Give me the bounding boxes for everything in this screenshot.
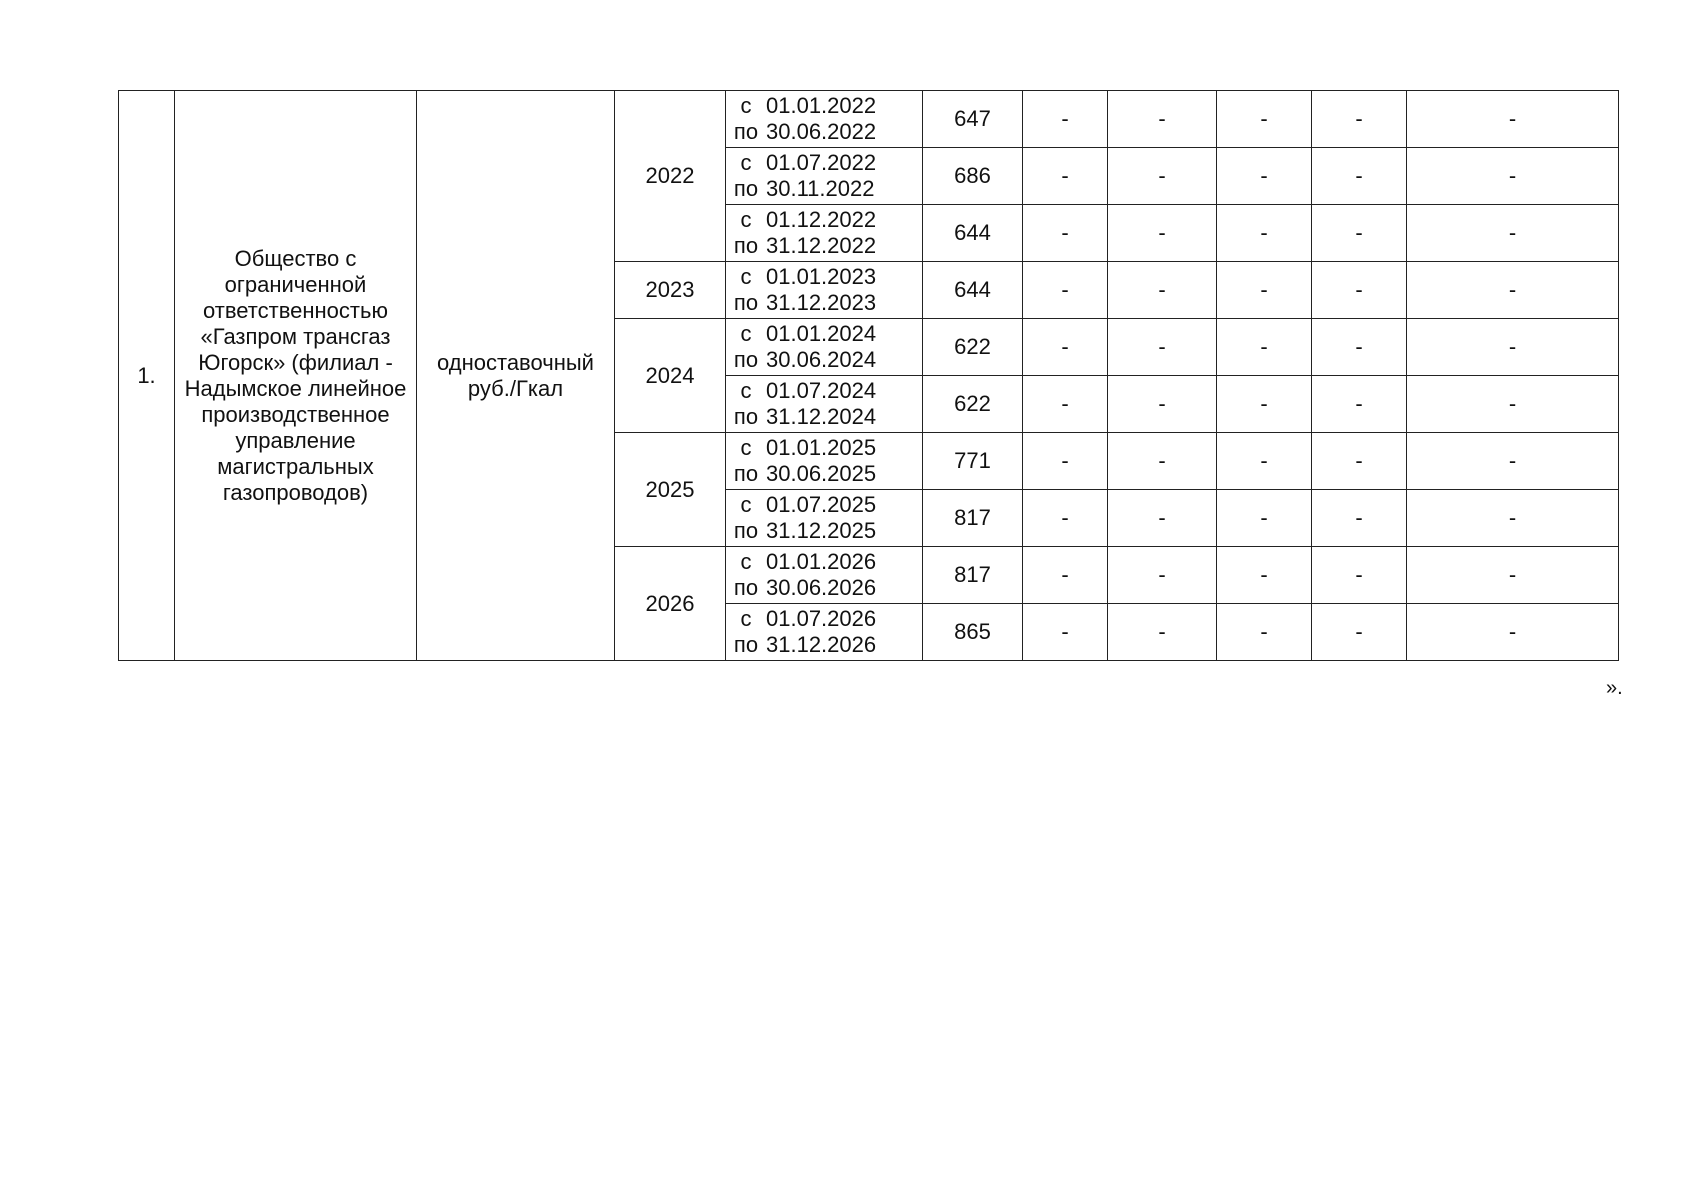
tariff-table-body (119, 91, 1619, 661)
dash-cell: - (1312, 376, 1407, 433)
dash-cell: - (1108, 205, 1217, 262)
dash-cell: - (1312, 262, 1407, 319)
period-from-prefix: с (740, 93, 752, 118)
tariff-value-cell: 771 (923, 433, 1023, 490)
dash-cell: - (1108, 262, 1217, 319)
dash-cell: - (1108, 148, 1217, 205)
dash-cell: - (1312, 433, 1407, 490)
period-to-prefix: по (733, 233, 759, 258)
period-cell (726, 604, 923, 661)
period-from-prefix: с (740, 264, 752, 289)
year-cell: 2026 (615, 547, 726, 661)
tariff-value-cell: 644 (923, 262, 1023, 319)
period-from-date: 01.01.2025 (766, 435, 877, 460)
period-to-date: 31.12.2022 (766, 233, 877, 258)
dash-cell: - (1023, 319, 1108, 376)
period-from-date: 01.01.2026 (766, 549, 877, 574)
tariff-value-cell: 647 (923, 91, 1023, 148)
period-to-prefix: по (733, 347, 759, 372)
dash-cell: - (1108, 433, 1217, 490)
period-to-prefix: по (733, 404, 759, 429)
period-cell (726, 205, 923, 262)
dash-cell: - (1108, 547, 1217, 604)
period-cell (726, 319, 923, 376)
dash-cell: - (1407, 262, 1619, 319)
tariff-value-cell: 865 (923, 604, 1023, 661)
dash-cell: - (1023, 376, 1108, 433)
dash-cell: - (1217, 376, 1312, 433)
tariff-value-cell: 686 (923, 148, 1023, 205)
period-cell (726, 91, 923, 148)
period-from-prefix: с (740, 150, 752, 175)
dash-cell: - (1023, 262, 1108, 319)
dash-cell: - (1312, 148, 1407, 205)
dash-cell: - (1407, 205, 1619, 262)
organization-name-cell: Общество с ограниченной ответственностью «Газпром трансгаз Югорск» (филиал - Надымское линейное производственное управление магистральных газопроводов) (175, 91, 417, 661)
period-to-prefix: по (733, 290, 759, 315)
period-to-date: 31.12.2025 (766, 518, 877, 543)
period-to-prefix: по (733, 461, 759, 486)
dash-cell: - (1023, 604, 1108, 661)
tariff-value-cell: 817 (923, 547, 1023, 604)
year-cell: 2023 (615, 262, 726, 319)
period-to-prefix: по (733, 518, 759, 543)
period-cell (726, 376, 923, 433)
tariff-type-cell: одноставочный руб./Гкал (417, 91, 615, 661)
dash-cell: - (1217, 262, 1312, 319)
period-to-date: 30.06.2022 (766, 119, 877, 144)
dash-cell: - (1407, 547, 1619, 604)
dash-cell: - (1407, 490, 1619, 547)
dash-cell: - (1108, 91, 1217, 148)
dash-cell: - (1108, 604, 1217, 661)
tariff-table (118, 90, 1619, 661)
year-cell: 2022 (615, 91, 726, 262)
dash-cell: - (1023, 547, 1108, 604)
period-from-date: 01.07.2024 (766, 378, 877, 403)
period-from-prefix: с (740, 321, 752, 346)
dash-cell: - (1108, 319, 1217, 376)
year-cell: 2024 (615, 319, 726, 433)
year-cell: 2025 (615, 433, 726, 547)
period-to-prefix: по (733, 575, 759, 600)
period-to-prefix: по (733, 632, 759, 657)
period-from-prefix: с (740, 492, 752, 517)
period-to-date: 30.06.2025 (766, 461, 877, 486)
dash-cell: - (1407, 433, 1619, 490)
dash-cell: - (1217, 604, 1312, 661)
dash-cell: - (1023, 91, 1108, 148)
period-from-date: 01.01.2022 (766, 93, 877, 118)
dash-cell: - (1312, 205, 1407, 262)
period-from-prefix: с (740, 606, 752, 631)
dash-cell: - (1407, 376, 1619, 433)
dash-cell: - (1312, 547, 1407, 604)
closing-quote-mark: ». (1606, 677, 1623, 699)
tariff-value-cell: 622 (923, 376, 1023, 433)
dash-cell: - (1312, 604, 1407, 661)
period-from-date: 01.07.2022 (766, 150, 877, 175)
dash-cell: - (1023, 205, 1108, 262)
period-from-prefix: с (740, 378, 752, 403)
period-from-date: 01.12.2022 (766, 207, 877, 232)
period-to-date: 31.12.2023 (766, 290, 877, 315)
period-from-date: 01.07.2026 (766, 606, 877, 631)
dash-cell: - (1108, 376, 1217, 433)
dash-cell: - (1023, 490, 1108, 547)
dash-cell: - (1407, 148, 1619, 205)
period-to-date: 30.06.2024 (766, 347, 877, 372)
tariff-value-cell: 817 (923, 490, 1023, 547)
period-cell (726, 262, 923, 319)
tariff-value-cell: 622 (923, 319, 1023, 376)
period-cell (726, 433, 923, 490)
period-from-prefix: с (740, 435, 752, 460)
dash-cell: - (1312, 490, 1407, 547)
period-from-date: 01.07.2025 (766, 492, 877, 517)
period-from-date: 01.01.2024 (766, 321, 877, 346)
period-from-date: 01.01.2023 (766, 264, 877, 289)
period-cell (726, 490, 923, 547)
dash-cell: - (1217, 148, 1312, 205)
dash-cell: - (1312, 319, 1407, 376)
dash-cell: - (1108, 490, 1217, 547)
period-from-prefix: с (740, 549, 752, 574)
dash-cell: - (1407, 604, 1619, 661)
dash-cell: - (1407, 91, 1619, 148)
period-to-prefix: по (733, 119, 759, 144)
period-cell (726, 148, 923, 205)
dash-cell: - (1217, 91, 1312, 148)
dash-cell: - (1217, 205, 1312, 262)
period-to-prefix: по (733, 176, 759, 201)
table-row (119, 91, 1619, 148)
dash-cell: - (1023, 433, 1108, 490)
period-to-date: 30.11.2022 (766, 176, 875, 201)
dash-cell: - (1312, 91, 1407, 148)
dash-cell: - (1217, 433, 1312, 490)
period-to-date: 31.12.2024 (766, 404, 877, 429)
tariff-value-cell: 644 (923, 205, 1023, 262)
row-number-cell: 1. (119, 91, 175, 661)
dash-cell: - (1217, 547, 1312, 604)
dash-cell: - (1023, 148, 1108, 205)
period-to-date: 31.12.2026 (766, 632, 877, 657)
dash-cell: - (1407, 319, 1619, 376)
period-to-date: 30.06.2026 (766, 575, 877, 600)
dash-cell: - (1217, 490, 1312, 547)
dash-cell: - (1217, 319, 1312, 376)
period-cell (726, 547, 923, 604)
period-from-prefix: с (740, 207, 752, 232)
